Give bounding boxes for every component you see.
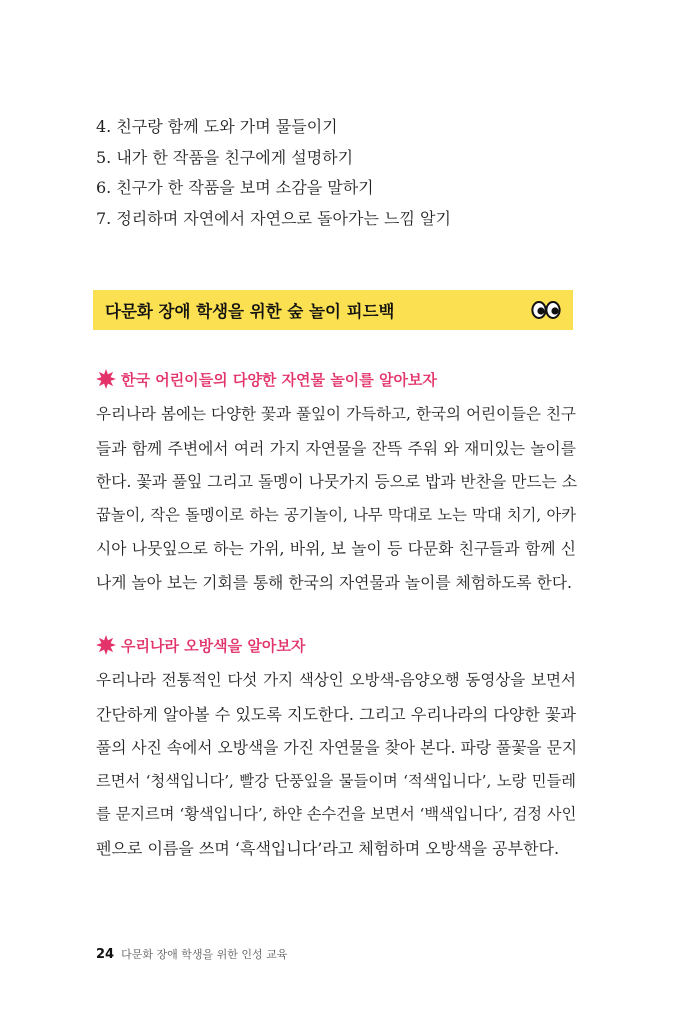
paragraph-line: 를 문지르며 ‘황색입니다’, 하얀 손수건을 보면서 ‘백색입니다’, 검정 사인 <box>96 805 577 824</box>
paragraph-line: 펜으로 이름을 쓰며 ‘흑색입니다’라고 체험하며 오방색을 공부한다. <box>96 838 560 858</box>
paragraph-line: 우리나라 봄에는 다양한 꽃과 풀잎이 가득하고, 한국의 어린이들은 친구 <box>96 405 576 423</box>
paragraph-line: 한다. 꽃과 풀잎 그리고 돌멩이 나뭇가지 등으로 밥과 반찬을 만드는 소 <box>96 472 578 492</box>
paragraph-line: 우리나라 전통적인 다섯 가지 색상인 오방색-음양오행 동영상을 보면서 <box>96 671 576 689</box>
step-item: 7. 정리하며 자연에서 자연으로 돌아가는 느낌 알기 <box>96 208 451 228</box>
step-item: 5. 내가 한 작품을 친구에게 설명하기 <box>96 147 354 167</box>
paragraph-line: 나게 놀아 보는 기회를 통해 한국의 자연물과 놀이를 체험하도록 한다. <box>96 572 573 592</box>
paragraph-line: 시아 나뭇잎으로 하는 가위, 바위, 보 놀이 등 다문화 친구들과 함께 신 <box>96 539 576 559</box>
paragraph-line: 풀의 사진 속에서 오방색을 가진 자연물을 찾아 본다. 파랑 풀꽃을 문지 <box>96 738 578 758</box>
eyes-icon <box>531 300 561 320</box>
page-footer <box>96 946 287 962</box>
section-heading-text: 한국 어린이들의 다양한 자연물 놀이를 알아보자 <box>121 370 437 389</box>
page-number: 24 <box>96 947 115 962</box>
paragraph-line: 들과 함께 주변에서 여러 가지 자연물을 잔뜩 주워 와 재미있는 놀이를 <box>96 438 576 458</box>
section-heading <box>96 367 576 391</box>
step-item: 6. 친구가 한 작품을 보며 소감을 말하기 <box>96 178 374 197</box>
section-natural-play <box>96 367 576 600</box>
step-list <box>96 112 596 234</box>
section-five-colors <box>96 633 576 866</box>
paragraph-line: 꿉놀이, 작은 돌멩이로 하는 공기놀이, 나무 막대로 노는 막대 치기, 아카 <box>96 505 576 524</box>
step-item: 4. 친구랑 함께 도와 가며 물들이기 <box>96 117 338 136</box>
banner-title: 다문화 장애 학생을 위한 숲 놀이 피드백 <box>105 302 395 321</box>
burst-icon <box>96 635 116 655</box>
book-title: 다문화 장애 학생을 위한 인성 교육 <box>121 948 288 961</box>
feedback-banner <box>93 290 573 330</box>
section-heading-text: 우리나라 오방색을 알아보자 <box>121 636 306 655</box>
burst-icon <box>96 369 116 389</box>
section-heading <box>96 633 576 657</box>
paragraph-line: 르면서 ‘청색입니다’, 빨강 단풍잎을 물들이며 ‘적색입니다’, 노랑 민들레 <box>96 771 576 790</box>
paragraph-line: 간단하게 알아볼 수 있도록 지도한다. 그리고 우리나라의 다양한 꽃과 <box>96 704 576 724</box>
